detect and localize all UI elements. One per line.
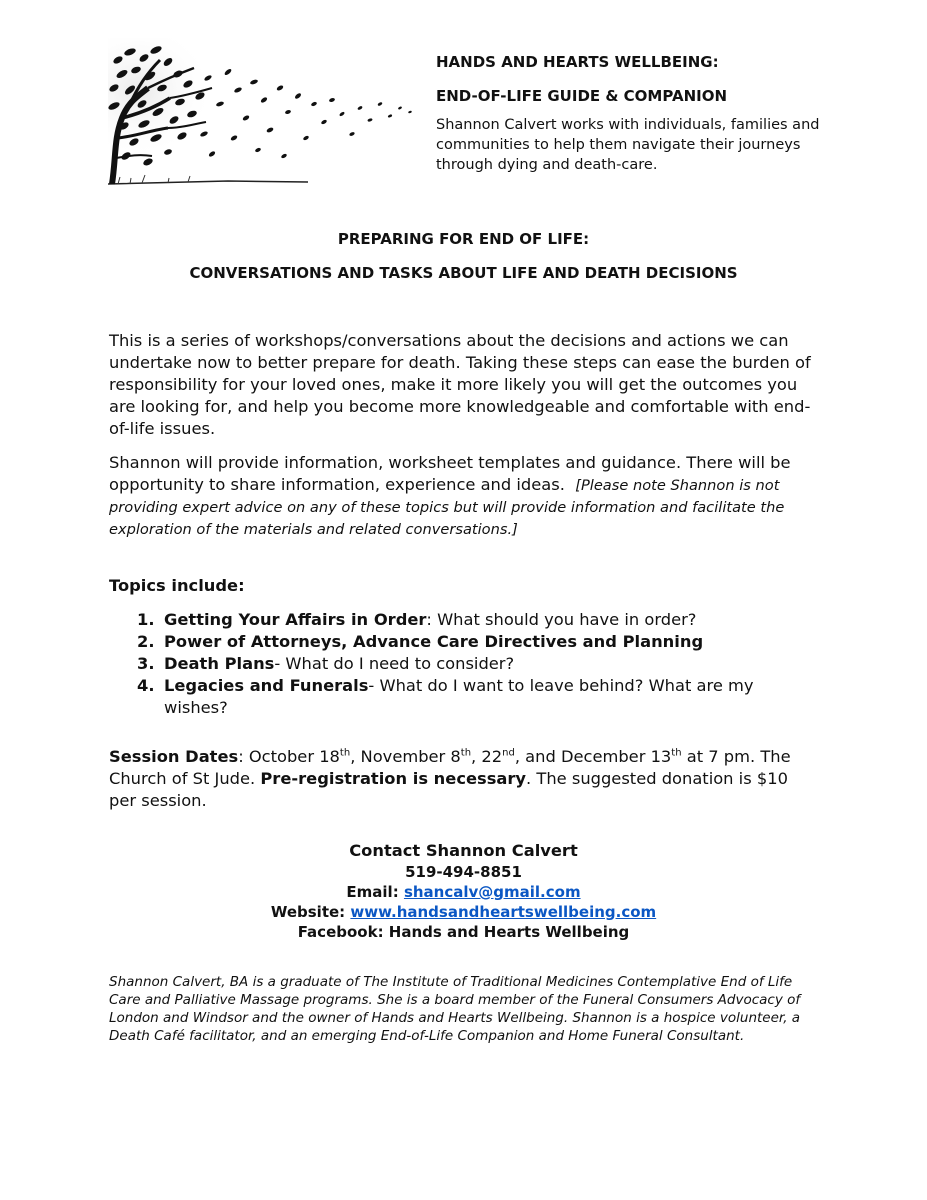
session-text: : October 18	[238, 747, 340, 766]
info-text: Shannon will provide information, worksheet templates and guidance. There will be opportunity to share information, experience and ideas.	[109, 453, 791, 494]
list-item	[137, 631, 817, 653]
item-text: - What do I want to leave behind? What are my wishes?	[164, 676, 754, 717]
list-item	[137, 609, 817, 631]
contact-facebook: Facebook: Hands and Hearts Wellbeing	[297, 923, 630, 941]
session-text: , November 8	[350, 747, 461, 766]
preregistration-note: Pre-registration is necessary	[260, 769, 527, 788]
session-text: , 22	[471, 747, 503, 766]
org-subtitle: END-OF-LIFE GUIDE & COMPANION	[436, 87, 728, 105]
intro-paragraph: This is a series of workshops/conversations about the decisions and actions we can undertake now to better prepare for death. Taking these steps can ease the burden of responsibility for your loved ones, make it more likely you will get the outcomes you are looking for, and help you become more knowledgeable and comfortable with end-of-life issues.	[109, 331, 811, 438]
contact-heading: Contact Shannon Calvert	[349, 841, 578, 860]
windswept-tree-icon	[108, 38, 423, 188]
email-link[interactable]: shancalv@gmail.com	[403, 883, 581, 901]
session-details	[109, 746, 819, 812]
contact-phone: 519-494-8851	[405, 863, 522, 881]
session-text: . The suggested donation is $10 per session.	[109, 769, 788, 810]
list-item	[137, 675, 817, 719]
item-text: : What should you have in order?	[426, 610, 697, 629]
session-dates-label: Session Dates	[109, 747, 239, 766]
info-paragraph	[109, 452, 819, 540]
org-title: HANDS AND HEARTS WELLBEING:	[436, 53, 719, 71]
disclaimer-note: [Please note Shannon is not providing expert advice on any of these topics but will provide information and facilitate the exploration of the materials and related conversations.]	[109, 477, 785, 538]
email-label: Email:	[346, 883, 404, 901]
item-number: 3.	[137, 654, 155, 673]
org-description: Shannon Calvert works with individuals, families and communities to help them navigate their journeys through dying and death-care.	[436, 117, 820, 173]
author-bio: Shannon Calvert, BA is a graduate of The Institute of Traditional Medicines Contemplative End of Life Care and Palliative Massage programs. She is a board member of the Funeral Consumers Advocacy of London and Windsor and the owner of Hands and Hearts Wellbeing. Shannon is a hospice volunteer, a Death Café facilitator, and an emerging End-of-Life Companion and Home Funeral Consultant.	[109, 974, 801, 1044]
item-number: 2.	[137, 632, 155, 651]
website-label: Website:	[270, 903, 351, 921]
website-link[interactable]: www.handsandheartswellbeing.com	[350, 903, 657, 921]
ordinal-suffix: th	[671, 747, 682, 759]
session-text: at 7 pm. The Church of St Jude.	[109, 747, 791, 788]
topics-list	[137, 609, 817, 719]
contact-email	[0, 882, 927, 902]
ordinal-suffix: th	[339, 747, 351, 759]
organization-header	[436, 52, 836, 175]
topics-heading: Topics include:	[109, 576, 245, 595]
session-text: , and December 13	[514, 747, 672, 766]
list-item	[137, 653, 817, 675]
ordinal-suffix: th	[460, 747, 472, 759]
contact-block	[0, 840, 927, 942]
item-title: Death Plans	[164, 654, 275, 673]
item-text: - What do I need to consider?	[274, 654, 515, 673]
page-subtitle: CONVERSATIONS AND TASKS ABOUT LIFE AND DEATH DECISIONS	[189, 264, 738, 282]
item-title: Legacies and Funerals	[164, 676, 369, 695]
page-title: PREPARING FOR END OF LIFE:	[337, 230, 590, 248]
item-number: 1.	[137, 610, 155, 629]
contact-website	[0, 902, 927, 922]
ordinal-suffix: nd	[502, 747, 515, 759]
item-title: Getting Your Affairs in Order	[164, 610, 427, 629]
item-number: 4.	[137, 676, 155, 695]
item-title: Power of Attorneys, Advance Care Directives and Planning	[164, 632, 704, 651]
